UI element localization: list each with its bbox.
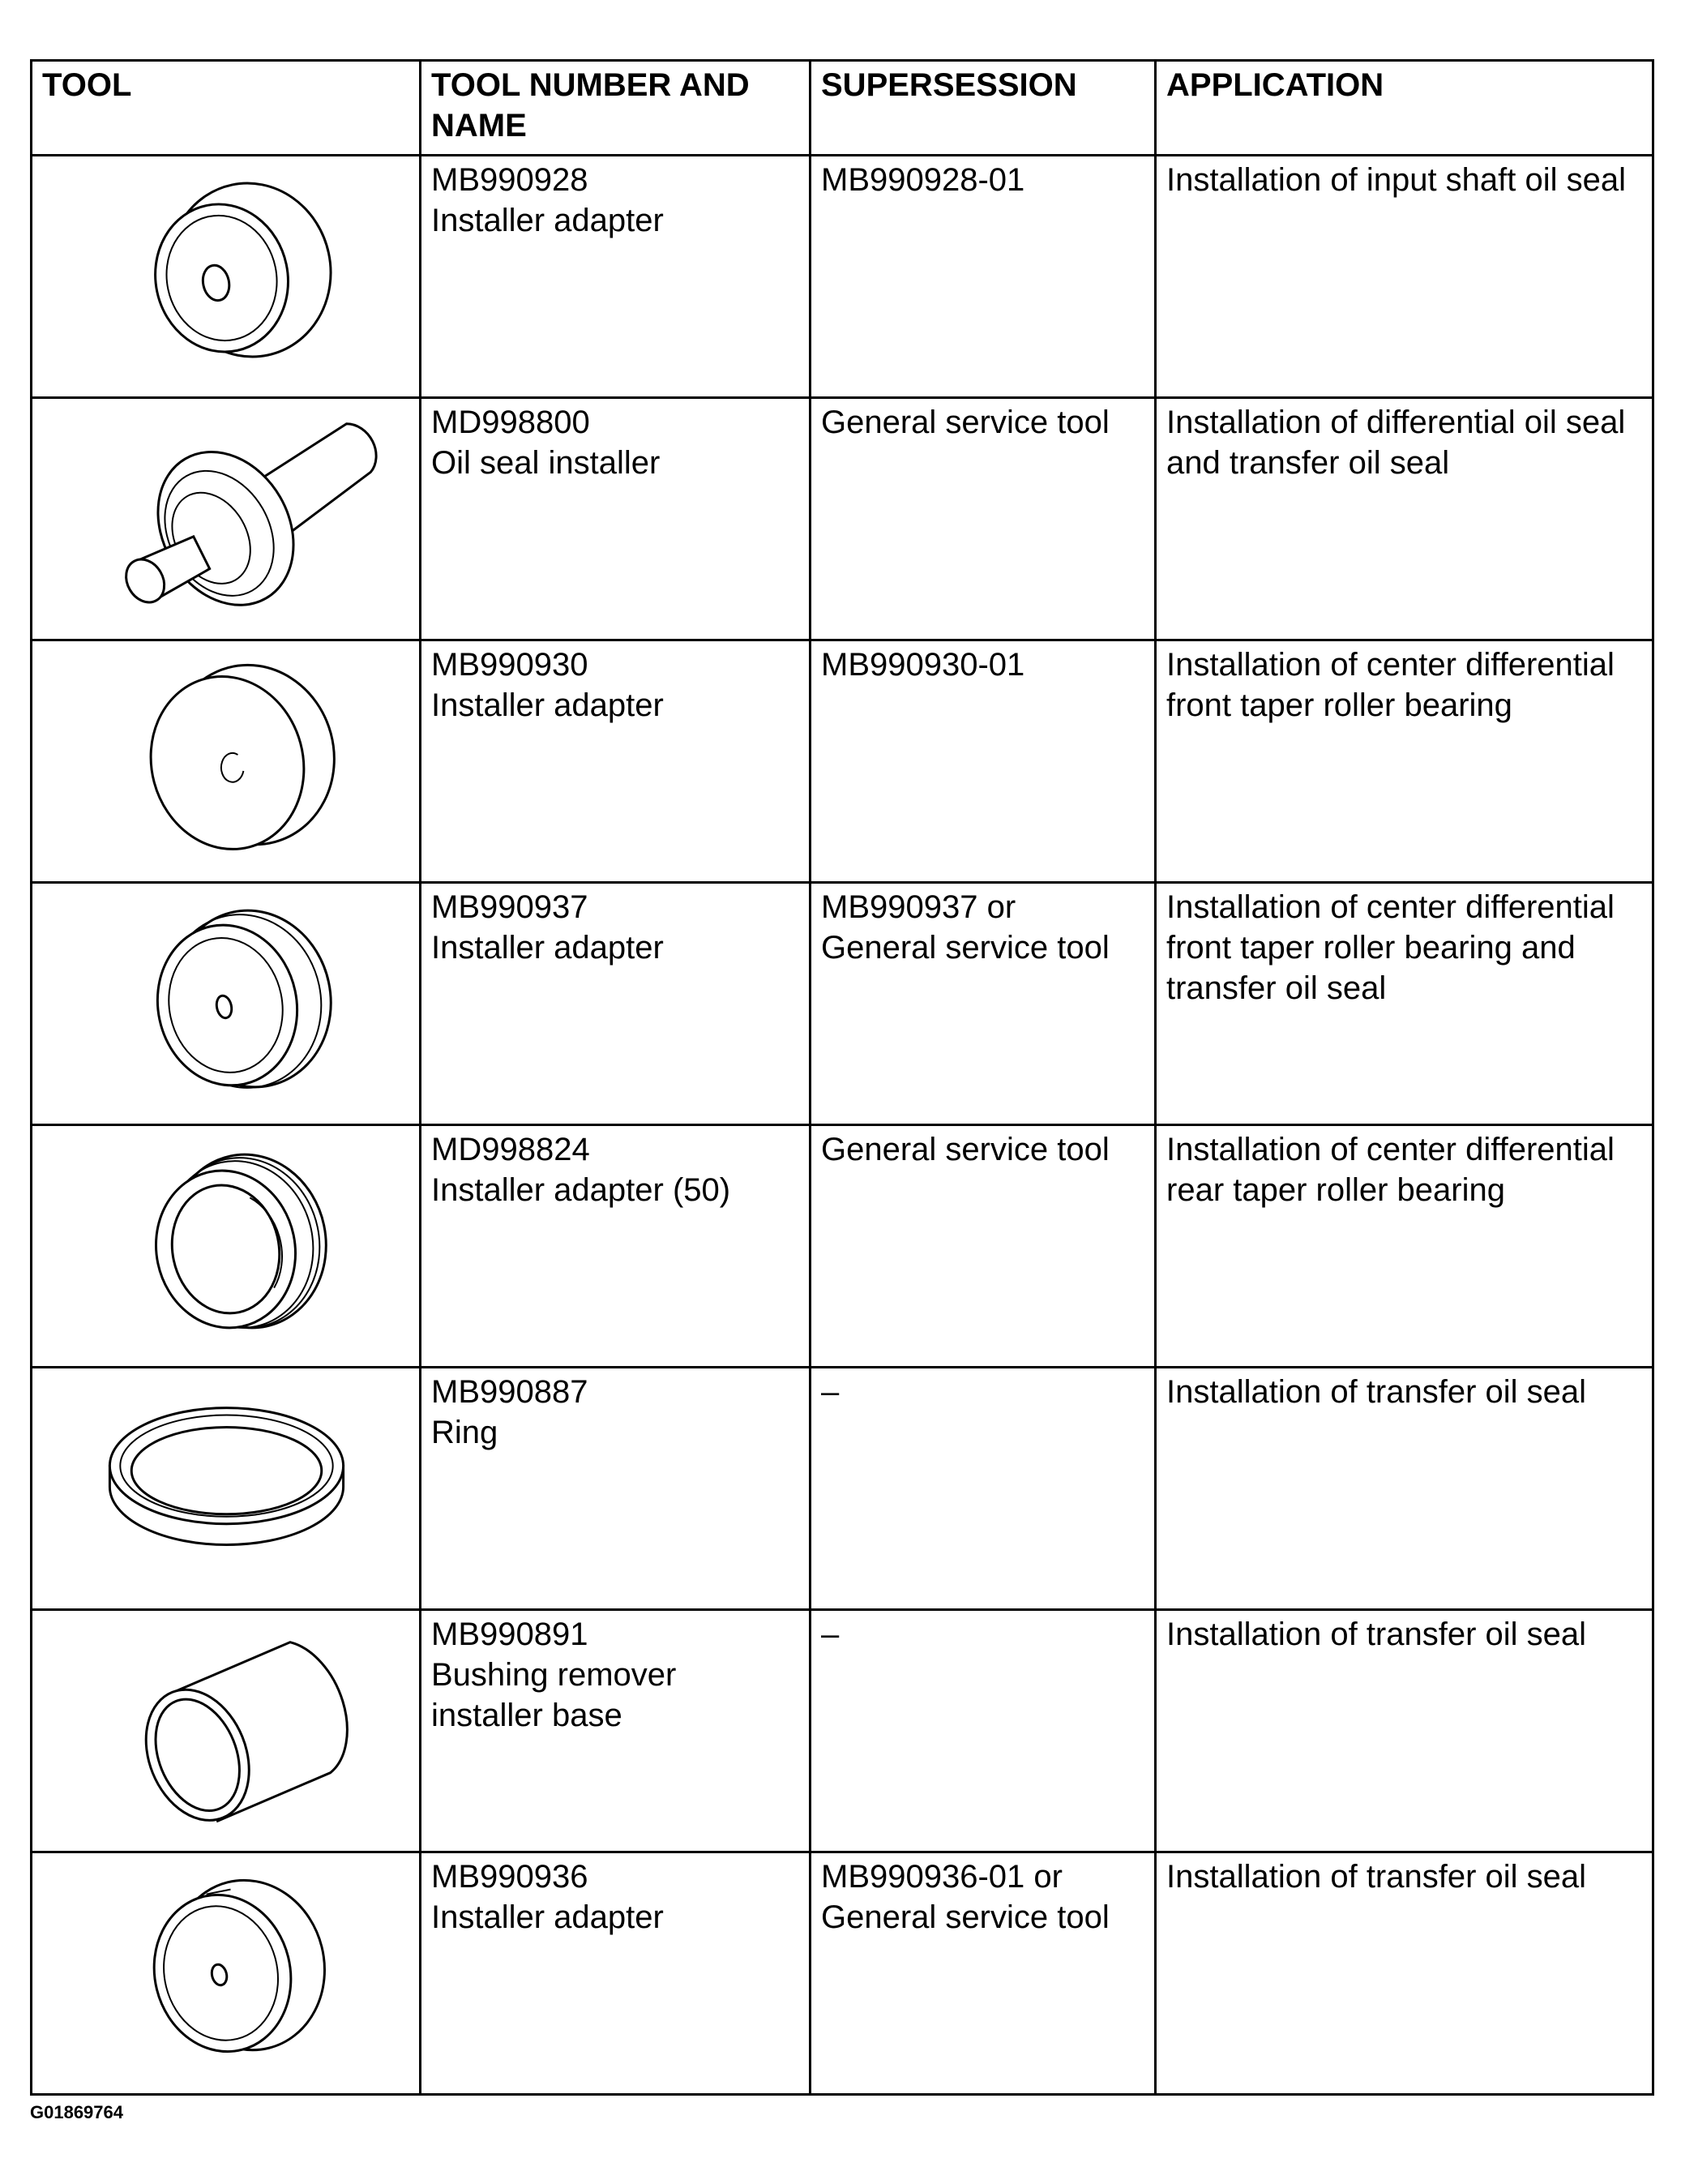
tool-number-name-cell [421, 156, 811, 398]
header-tool-number-name: TOOL NUMBER AND NAME [421, 61, 811, 156]
tool-name: Installer adapter [431, 930, 664, 966]
application-line: Installation of transfer oil seal [1166, 1617, 1587, 1652]
tool-number: MB990937 [431, 889, 588, 925]
table-row [32, 1610, 1653, 1852]
table-header-row [32, 61, 1653, 156]
supersession-cell [811, 1368, 1156, 1610]
tool-number: MB990928 [431, 162, 588, 198]
tool-number: MD998824 [431, 1132, 590, 1167]
tool-number: MB990930 [431, 647, 588, 683]
application-line: Installation of center differential [1166, 889, 1615, 925]
oil-seal-installer-icon [32, 399, 419, 632]
tool-image-cell [32, 1852, 421, 2095]
tool-number: MB990887 [431, 1374, 588, 1410]
tool-image-cell [32, 1125, 421, 1368]
application-cell [1156, 1610, 1653, 1852]
application-line: Installation of center differential [1166, 647, 1615, 683]
tool-name: installer base [431, 1698, 622, 1733]
special-tools-table [30, 59, 1654, 2096]
ring-icon [32, 1368, 419, 1602]
tool-number-name-cell [421, 1368, 811, 1610]
installer-adapter-ring-icon [32, 1126, 419, 1360]
tool-number-name-cell [421, 1610, 811, 1852]
supersession-line: General service tool [821, 1132, 1110, 1167]
supersession-cell [811, 1610, 1156, 1852]
table-row [32, 1368, 1653, 1610]
tool-number: MD998800 [431, 405, 590, 440]
application-line: Installation of center differential [1166, 1132, 1615, 1167]
tool-name: Installer adapter (50) [431, 1172, 731, 1208]
supersession-cell [811, 398, 1156, 640]
supersession-line: MB990930-01 [821, 647, 1025, 683]
table-row [32, 883, 1653, 1125]
tool-number: MB990891 [431, 1617, 588, 1652]
tool-name: Oil seal installer [431, 445, 661, 481]
header-supersession: SUPERSESSION [811, 61, 1156, 156]
supersession-line: MB990928-01 [821, 162, 1025, 198]
tool-image-cell [32, 398, 421, 640]
tool-number-name-cell [421, 883, 811, 1125]
tool-image-cell [32, 883, 421, 1125]
table-row [32, 1125, 1653, 1368]
supersession-cell [811, 883, 1156, 1125]
tool-name: Installer adapter [431, 687, 664, 723]
tool-name: Installer adapter [431, 1899, 664, 1935]
tool-image-cell [32, 156, 421, 398]
tool-name: Ring [431, 1415, 498, 1450]
tool-name: Bushing remover [431, 1657, 677, 1693]
installer-adapter-icon [32, 1853, 419, 2087]
tool-number: MB990936 [431, 1859, 588, 1895]
supersession-cell [811, 640, 1156, 883]
installer-adapter-icon [32, 884, 419, 1117]
application-line: Installation of differential oil seal [1166, 405, 1626, 440]
tool-name: Installer adapter [431, 203, 664, 238]
application-line: transfer oil seal [1166, 970, 1387, 1006]
header-tool: TOOL [32, 61, 421, 156]
application-line: front taper roller bearing [1166, 687, 1512, 723]
installer-adapter-icon [32, 641, 419, 875]
application-line: Installation of input shaft oil seal [1166, 162, 1627, 198]
application-cell [1156, 1852, 1653, 2095]
tool-number-name-cell [421, 1852, 811, 2095]
application-line: rear taper roller bearing [1166, 1172, 1505, 1208]
supersession-line: General service tool [821, 405, 1110, 440]
figure-id: G01869764 [30, 2102, 123, 2122]
application-cell [1156, 640, 1653, 883]
table-row [32, 640, 1653, 883]
application-cell [1156, 398, 1653, 640]
supersession-cell [811, 156, 1156, 398]
supersession-line: – [821, 1374, 840, 1410]
supersession-line: General service tool [821, 1899, 1110, 1935]
application-cell [1156, 1368, 1653, 1610]
bushing-remover-base-icon [32, 1611, 419, 1844]
supersession-line: General service tool [821, 930, 1110, 966]
table-row [32, 156, 1653, 398]
supersession-line: – [821, 1617, 840, 1652]
supersession-cell [811, 1852, 1156, 2095]
tool-number-name-cell [421, 1125, 811, 1368]
header-application: APPLICATION [1156, 61, 1653, 156]
application-cell [1156, 1125, 1653, 1368]
tool-number-name-cell [421, 398, 811, 640]
application-line: and transfer oil seal [1166, 445, 1450, 481]
table-row [32, 1852, 1653, 2095]
installer-adapter-icon [32, 156, 419, 390]
application-cell [1156, 156, 1653, 398]
supersession-line: MB990937 or [821, 889, 1016, 925]
supersession-cell [811, 1125, 1156, 1368]
application-line: front taper roller bearing and [1166, 930, 1576, 966]
application-line: Installation of transfer oil seal [1166, 1859, 1587, 1895]
supersession-line: MB990936-01 or [821, 1859, 1063, 1895]
application-cell [1156, 883, 1653, 1125]
application-line: Installation of transfer oil seal [1166, 1374, 1587, 1410]
table-row [32, 398, 1653, 640]
tool-image-cell [32, 640, 421, 883]
tool-image-cell [32, 1368, 421, 1610]
tool-image-cell [32, 1610, 421, 1852]
tool-number-name-cell [421, 640, 811, 883]
